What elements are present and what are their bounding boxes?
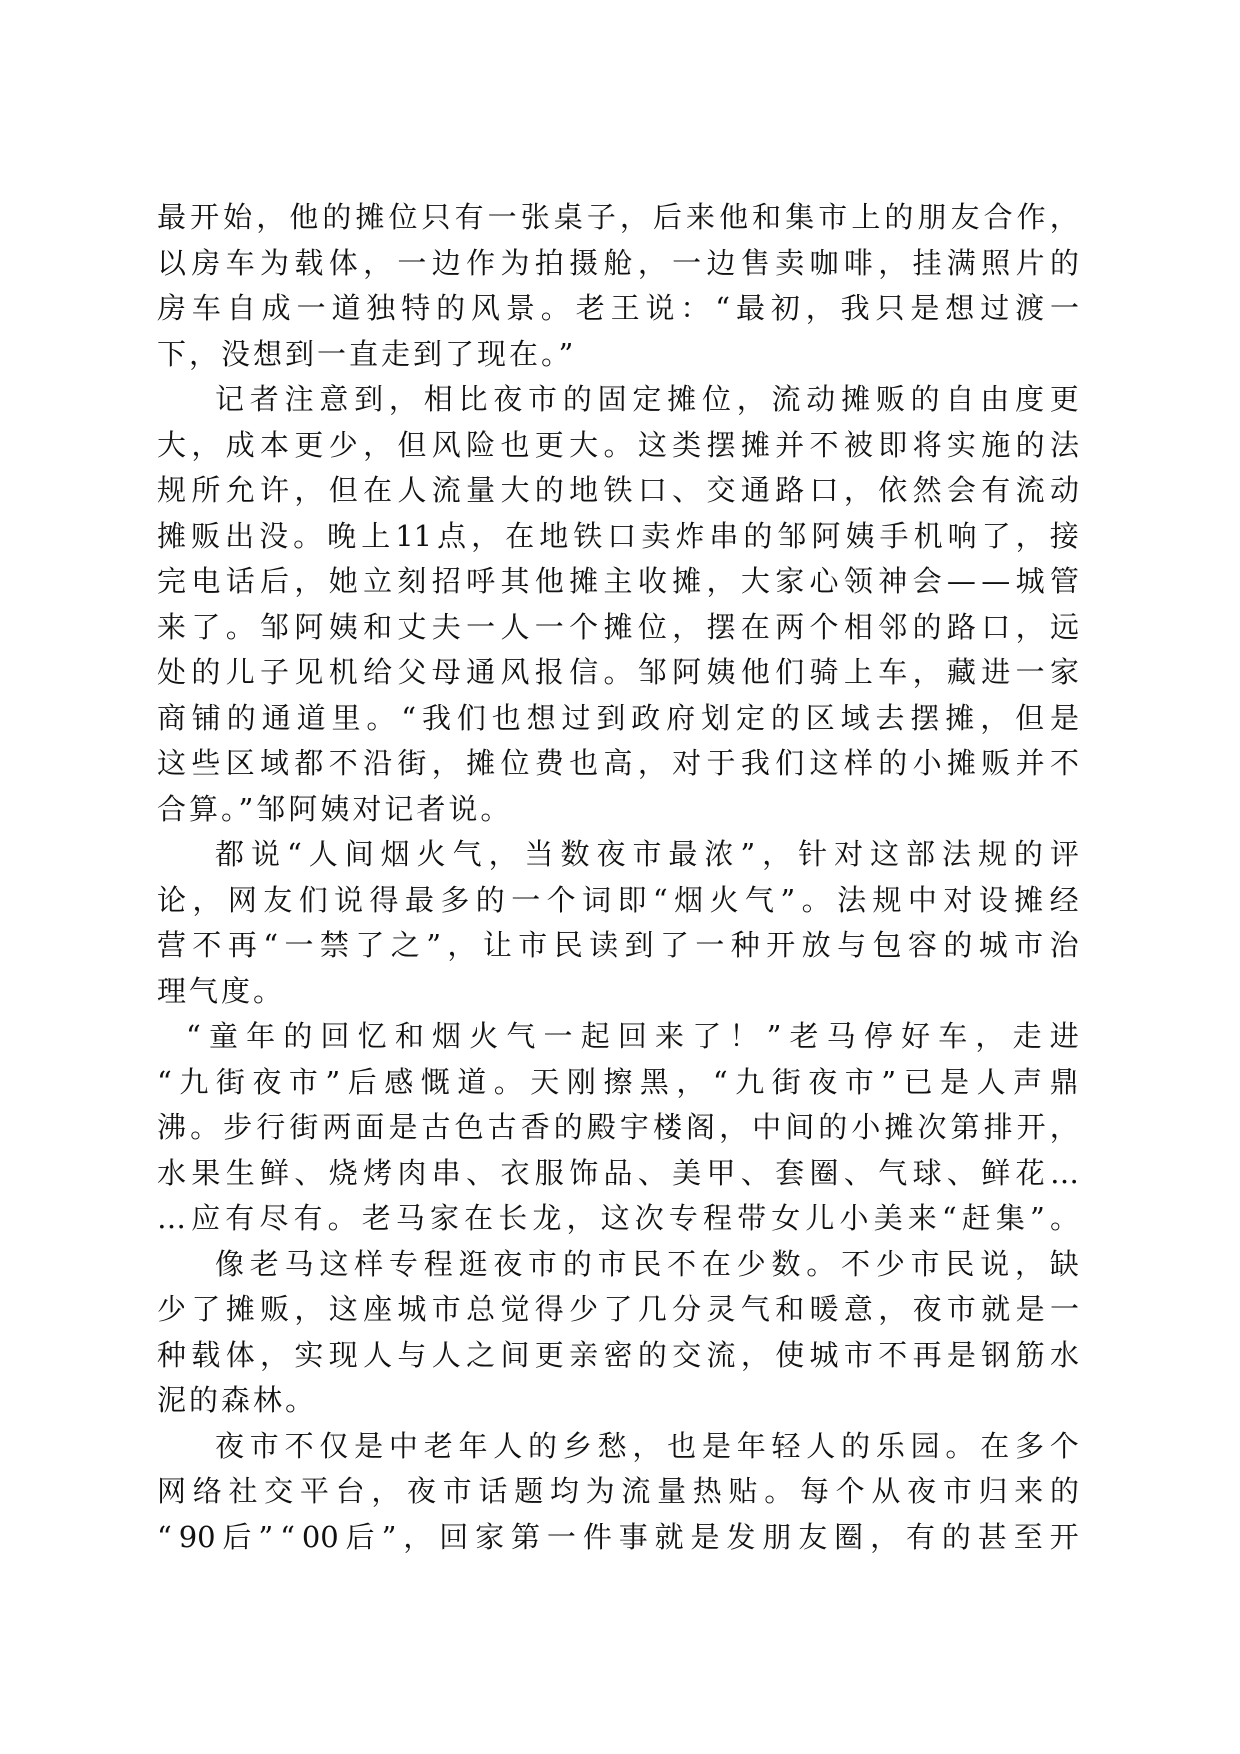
text-line: 营 不 再 “ 一 禁 了 之 ” ， 让 市 民 读 到 了 一 种 开 放 与 包 容 的 城 市 治 bbox=[157, 928, 1079, 962]
text-line: 房 车 自 成 一 道 独 特 的 风 景 。 老 王 说 ： “ 最 初 ， 我 只 是 想 过 渡 一 bbox=[157, 291, 1079, 325]
text-line: 下，没想到一直走到了现在。” bbox=[157, 336, 577, 371]
text-line: “ 90 后 ” “ 00 后 ” ， 回 家 第 一 件 事 就 是 发 朋 友 圈 ， 有 的 甚 至 开 bbox=[157, 1519, 1079, 1554]
text-line: 合算。”邹阿姨对记者说。 bbox=[157, 791, 513, 826]
text-line: 泥的森林。 bbox=[157, 1383, 318, 1417]
text-line: 最 开 始 ， 他 的 摊 位 只 有 一 张 桌 子 ， 后 来 他 和 集 市 上 的 朋 友 合 作 ， bbox=[157, 200, 1079, 234]
text-line: 规 所 允 许 ， 但 在 人 流 量 大 的 地 铁 口 、 交 通 路 口 ， 依 然 会 有 流 动 bbox=[157, 473, 1079, 507]
text-line: 沸 。 步 行 街 两 面 是 古 色 古 香 的 殿 宇 楼 阁 ， 中 间 的 小 摊 次 第 排 开 ， bbox=[157, 1110, 1079, 1144]
text-line: 理气度。 bbox=[157, 973, 286, 1008]
document-body bbox=[157, 195, 1079, 1560]
text-line: 都 说 “ 人 间 烟 火 气 ， 当 数 夜 市 最 浓 ” ， 针 对 这 部 法 规 的 评 bbox=[215, 837, 1079, 871]
text-line: 处 的 儿 子 见 机 给 父 母 通 风 报 信 。 邹 阿 姨 他 们 骑 上 车 ， 藏 进 一 家 bbox=[157, 655, 1079, 689]
text-line: 完 电 话 后 ， 她 立 刻 招 呼 其 他 摊 主 收 摊 ， 大 家 心 领 神 会 — — 城 管 bbox=[157, 564, 1079, 598]
text-line: 种 载 体 ， 实 现 人 与 人 之 间 更 亲 密 的 交 流 ， 使 城 市 不 再 是 钢 筋 水 bbox=[157, 1337, 1079, 1372]
text-line: 论 ， 网 友 们 说 得 最 多 的 一 个 词 即 “ 烟 火 气 ” 。 法 规 中 对 设 摊 经 bbox=[157, 882, 1079, 917]
text-line: 摊 贩 出 没 。 晚 上 11 点 ， 在 地 铁 口 卖 炸 串 的 邹 阿 姨 手 机 响 了 ， 接 bbox=[157, 518, 1079, 553]
text-line: 夜 市 不 仅 是 中 老 年 人 的 乡 愁 ， 也 是 年 轻 人 的 乐 园 。 在 多 个 bbox=[215, 1428, 1079, 1463]
text-line: 以 房 车 为 载 体 ， 一 边 作 为 拍 摄 舱 ， 一 边 售 卖 咖 啡 ， 挂 满 照 片 的 bbox=[157, 245, 1079, 280]
text-line: 水 果 生 鲜 、 烧 烤 肉 串 、 衣 服 饰 品 、 美 甲 、 套 圈 、 气 球 、 鲜 花 … bbox=[157, 1155, 1079, 1190]
text-line: 网 络 社 交 平 台 ， 夜 市 话 题 均 为 流 量 热 贴 。 每 个 从 夜 市 归 来 的 bbox=[157, 1474, 1079, 1508]
text-line: “ 童 年 的 回 忆 和 烟 火 气 一 起 回 来 了 ！ ” 老 马 停 好 车 ， 走 进 bbox=[186, 1019, 1079, 1053]
text-line: 来 了 。 邹 阿 姨 和 丈 夫 一 人 一 个 摊 位 ， 摆 在 两 个 相 邻 的 路 口 ， 远 bbox=[157, 609, 1079, 644]
text-line: 大 ， 成 本 更 少 ， 但 风 险 也 更 大 。 这 类 摆 摊 并 不 被 即 将 实 施 的 法 bbox=[157, 427, 1079, 462]
text-line: 这 些 区 域 都 不 沿 街 ， 摊 位 费 也 高 ， 对 于 我 们 这 样 的 小 摊 贩 并 不 bbox=[157, 746, 1079, 780]
text-line: 像 老 马 这 样 专 程 逛 夜 市 的 市 民 不 在 少 数 。 不 少 市 民 说 ， 缺 bbox=[215, 1246, 1079, 1281]
text-line: 少 了 摊 贩 ， 这 座 城 市 总 觉 得 少 了 几 分 灵 气 和 暖 意 ， 夜 市 就 是 一 bbox=[157, 1292, 1079, 1326]
text-line: … 应 有 尽 有 。 老 马 家 在 长 龙 ， 这 次 专 程 带 女 儿 小 美 来 “ 赶 集 ” 。 bbox=[157, 1201, 1079, 1235]
text-line: 记 者 注 意 到 ， 相 比 夜 市 的 固 定 摊 位 ， 流 动 摊 贩 的 自 由 度 更 bbox=[215, 382, 1079, 416]
text-line: 商 铺 的 通 道 里 。 “ 我 们 也 想 过 到 政 府 划 定 的 区 域 去 摆 摊 ， 但 是 bbox=[157, 700, 1079, 735]
document-page bbox=[157, 195, 1079, 1560]
text-line: “ 九 街 夜 市 ” 后 感 慨 道 。 天 刚 擦 黑 ， “ 九 街 夜 市 ” 已 是 人 声 鼎 bbox=[157, 1064, 1079, 1099]
